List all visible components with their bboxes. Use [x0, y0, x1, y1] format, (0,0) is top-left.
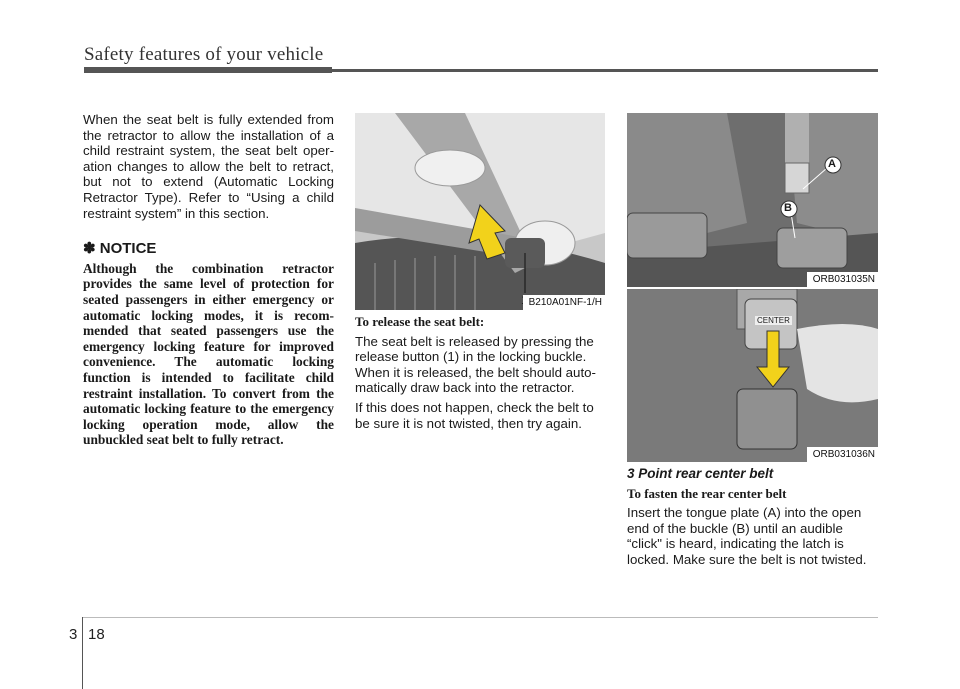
notice-title: ✽ NOTICE: [83, 240, 157, 258]
column-right: [627, 466, 878, 572]
footer-rule-horizontal: [82, 617, 878, 618]
column-middle: [355, 310, 605, 435]
fasten-subhead: To fasten the rear center belt: [627, 485, 787, 501]
fasten-paragraph: Insert the tongue plate (A) into the open end of the buckle (B) until an audible “click" is heard, indicating the latch is locked. Make sure the belt is not twisted.: [627, 505, 867, 567]
page-header-title: Safety features of your vehicle: [84, 44, 324, 65]
figure-caption: ORB031035N: [807, 272, 878, 287]
label-b: B: [784, 202, 792, 214]
section-heading: 3 Point rear center belt: [627, 466, 774, 481]
release-paragraph-1: The seat belt is released by pressing the release button (1) in the locking buckle. When it is released, the belt should auto-matically draw back into the retractor.: [355, 333, 596, 396]
label-a: A: [828, 158, 836, 170]
column-left: [83, 112, 334, 448]
figure-release-buckle: [355, 113, 605, 310]
footer-rule-vertical: [82, 617, 83, 689]
center-belt-illustration: [627, 113, 878, 287]
buckle-insert-illustration: [627, 289, 878, 462]
release-buckle-illustration: [355, 113, 605, 310]
figure-caption: ORB031036N: [807, 447, 878, 462]
release-subhead: To release the seat belt:: [355, 314, 485, 329]
header-rule: [84, 69, 878, 72]
figure-caption: B210A01NF-1/H: [523, 295, 605, 310]
figure-center-belt-overview: [627, 113, 878, 287]
center-tag: CENTER: [757, 316, 790, 325]
chapter-number: 3: [69, 626, 78, 643]
figure-center-buckle-insert: [627, 289, 878, 462]
release-paragraph-2: If this does not happen, check the belt to be sure it is not twisted, then try again.: [355, 399, 594, 431]
notice-body: Although the combination retractor provides the same level of protection for seated passengers in either emergency or automatic locking modes, it is recom-mended that seated passengers use the emergency locking feature for improved convenience. The automatic locking function is intended to facilitate child restraint installation. To convert from the automatic locking feature to the emergency locking operation mode, allow the unbuckled seat belt to fully retract.: [83, 260, 334, 448]
page-number: 18: [88, 626, 105, 643]
intro-paragraph: When the seat belt is fully extended from the retractor to allow the installation of a child restraint system, the seat belt oper-ation changes to allow the belt to retract, but not to extend (Automatic Locking Retractor Type). Refer to “Using a child restraint system” in this section.: [83, 112, 334, 221]
